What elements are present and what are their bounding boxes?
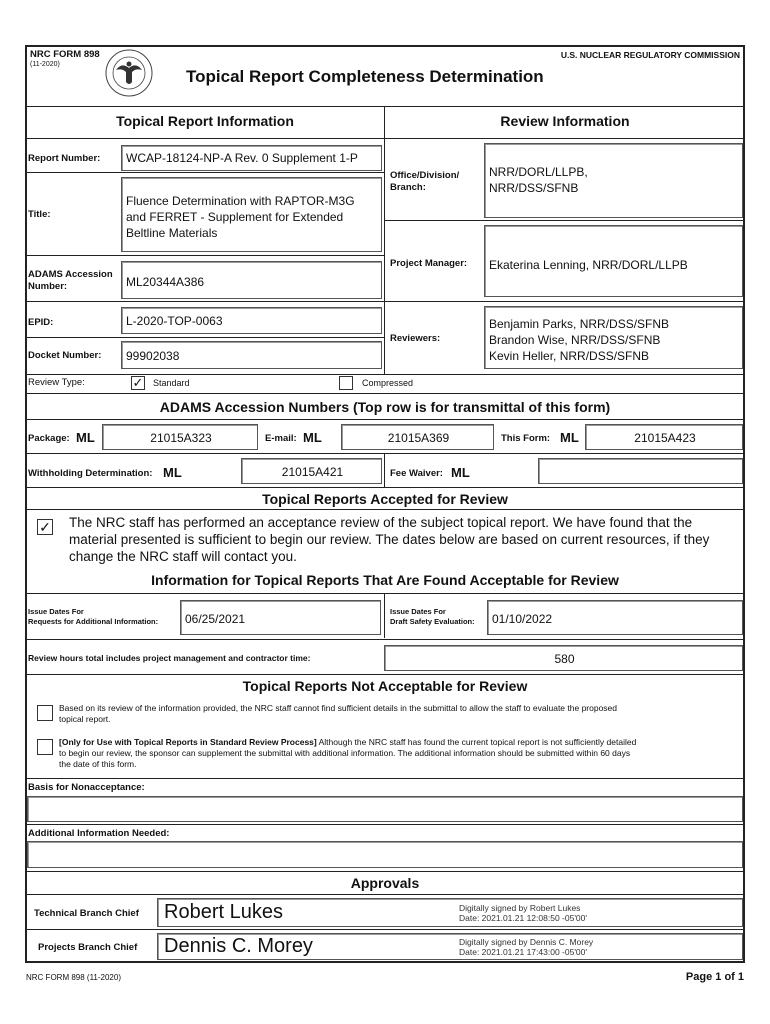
divider — [26, 138, 744, 139]
docket-label: Docket Number: — [28, 350, 102, 361]
addl-field[interactable] — [27, 841, 743, 868]
email-value: 21015A369 — [387, 431, 450, 445]
thisform-value: 21015A423 — [634, 431, 696, 445]
divider — [26, 255, 384, 256]
section-not-acceptable: Topical Reports Not Acceptable for Review — [242, 678, 528, 694]
divider — [26, 301, 384, 302]
section-acceptable-info: Information for Topical Reports That Are Found Acceptable for Review — [151, 572, 619, 588]
report-number-field[interactable] — [121, 145, 382, 171]
reviewers-value: Benjamin Parks, NRR/DSS/SFNB Brandon Wise, NRR/DSS/SFNB Kevin Heller, NRR/DSS/SFNB — [489, 317, 670, 363]
rai-value: 06/25/2021 — [185, 612, 246, 626]
not-acceptable-opt1-checkbox[interactable] — [37, 705, 53, 721]
tech-signature-note: Digitally signed by Robert Lukes Date: 2021.01.21 12:08:50 -05'00' — [459, 903, 588, 923]
adams-label: ADAMS Accession Number: — [28, 269, 113, 292]
proj-signature-note: Digitally signed by Dennis C. Morey Date: 2021.01.21 17:43:00 -05'00' — [459, 937, 594, 957]
divider — [26, 337, 384, 338]
proj-signature-field[interactable] — [157, 933, 743, 960]
divider — [384, 453, 385, 487]
accepted-text: The NRC staff has performed an acceptance review of the subject topical report. We have found that the material presented is sufficient to begin our review. The dates below are based on current resources, if they change the NRC staff will contact you. — [69, 515, 710, 564]
adams-value: ML20344A386 — [126, 275, 205, 289]
rai-label: Issue Dates For Requests for Additional Information: — [28, 607, 159, 626]
compressed-label: Compressed — [362, 378, 414, 388]
package-label: Package: — [28, 433, 70, 444]
hours-value: 580 — [554, 652, 575, 666]
section-accepted: Topical Reports Accepted for Review — [262, 491, 508, 507]
title-field[interactable] — [121, 177, 382, 252]
hours-label: Review hours total includes project management and contractor time: — [28, 653, 311, 663]
basis-label: Basis for Nonacceptance: — [28, 782, 145, 793]
tech-chief-label: Technical Branch Chief — [34, 908, 139, 919]
fee-ml: ML — [451, 465, 470, 480]
proj-chief-label: Projects Branch Chief — [38, 942, 138, 953]
standard-label: Standard — [153, 378, 190, 388]
divider — [384, 220, 744, 221]
report-number-label: Report Number: — [28, 153, 101, 164]
dse-field[interactable] — [487, 600, 743, 635]
divider — [26, 509, 744, 510]
form-number: NRC FORM 898 — [30, 49, 100, 60]
dse-label: Issue Dates For Draft Safety Evaluation: — [390, 607, 475, 626]
review-type-label: Review Type: — [28, 377, 85, 388]
thisform-label: This Form: — [501, 433, 551, 444]
divider — [26, 674, 744, 675]
rai-field[interactable] — [180, 600, 381, 635]
pm-value: Ekaterina Lenning, NRR/DORL/LLPB — [489, 258, 688, 272]
divider — [26, 894, 744, 895]
not-acceptable-opt1-text: Based on its review of the information provided, the NRC staff cannot find sufficient details in the submittal to allow the staff to evaluate the proposed topical report. — [59, 703, 618, 724]
proj-signature-name: Dennis C. Morey — [164, 935, 313, 957]
page-number: Page 1 of 1 — [685, 971, 744, 983]
tech-signature-field[interactable] — [157, 898, 743, 927]
withholding-label: Withholding Determination: — [28, 468, 153, 479]
divider — [26, 593, 744, 594]
not-acceptable-opt2-checkbox[interactable] — [37, 739, 53, 755]
email-label: E-mail: — [265, 433, 297, 444]
standard-checkbox[interactable]: ✓ — [132, 375, 144, 390]
page-title: Topical Report Completeness Determination — [186, 67, 544, 86]
opt2-bold: [Only for Use with Topical Reports in Standard Review Process] — [59, 737, 317, 747]
reviewers-label: Reviewers: — [390, 333, 441, 344]
compressed-checkbox[interactable] — [339, 376, 353, 390]
thisform-ml: ML — [560, 430, 579, 445]
epid-field[interactable] — [121, 307, 382, 334]
email-ml: ML — [303, 430, 322, 445]
accepted-checkbox[interactable]: ✓ — [37, 519, 53, 535]
divider — [384, 593, 385, 638]
withholding-value: 21015A421 — [281, 465, 344, 479]
divider — [26, 929, 744, 930]
divider — [26, 106, 744, 107]
divider — [26, 453, 744, 454]
section-adams: ADAMS Accession Numbers (Top row is for transmittal of this form) — [159, 399, 611, 415]
office-label: Office/Division/ Branch: — [390, 170, 460, 193]
reviewers-field[interactable] — [484, 306, 743, 369]
divider — [26, 778, 744, 779]
divider — [26, 824, 744, 825]
package-value: 21015A323 — [150, 431, 212, 445]
office-value: NRR/DORL/LLPB, NRR/DSS/SFNB — [489, 165, 588, 195]
package-ml: ML — [76, 430, 95, 445]
email-field[interactable] — [341, 424, 494, 450]
form-date: (11-2020) — [30, 61, 60, 68]
title-label: Title: — [28, 209, 51, 220]
epid-value: L-2020-TOP-0063 — [126, 314, 223, 328]
pm-field[interactable] — [484, 225, 743, 297]
divider — [26, 487, 744, 488]
hours-field[interactable] — [384, 645, 743, 671]
divider — [26, 639, 744, 640]
fee-label: Fee Waiver: — [390, 468, 443, 479]
fee-field[interactable] — [538, 458, 743, 484]
docket-value: 99902038 — [126, 349, 180, 363]
tech-signature-name: Robert Lukes — [164, 901, 283, 923]
office-field[interactable] — [484, 143, 743, 218]
section-approvals: Approvals — [350, 875, 420, 891]
adams-field[interactable] — [121, 261, 382, 299]
opt2-rest: Although the NRC staff has found the current topical report is not sufficiently detailed to begin our review, the sponsor can supplement the submittal with additional information. The additional information should be submitted within 60 days the date of this form. — [59, 737, 637, 769]
not-acceptable-opt2-text — [59, 737, 745, 770]
title-value: Fluence Determination with RAPTOR-M3G and FERRET - Supplement for Extended Beltline Materials — [126, 194, 355, 240]
pm-label: Project Manager: — [390, 258, 468, 269]
thisform-field[interactable] — [585, 424, 743, 450]
divider — [384, 106, 385, 374]
divider — [26, 393, 744, 394]
addl-label: Additional Information Needed: — [28, 828, 170, 839]
agency-name: U.S. NUCLEAR REGULATORY COMMISSION — [560, 50, 740, 60]
package-field[interactable] — [102, 424, 258, 450]
section-report-info: Topical Report Information — [116, 113, 294, 129]
divider — [26, 419, 744, 420]
section-review-info: Review Information — [500, 113, 630, 129]
withholding-ml: ML — [163, 465, 182, 480]
basis-field[interactable] — [27, 796, 743, 822]
divider — [26, 871, 744, 872]
divider — [26, 172, 384, 173]
docket-field[interactable] — [121, 341, 382, 369]
epid-label: EPID: — [28, 317, 54, 328]
nrc-seal — [104, 48, 154, 98]
divider — [384, 301, 744, 302]
dse-value: 01/10/2022 — [492, 612, 553, 626]
report-number-value: WCAP-18124-NP-A Rev. 0 Supplement 1-P — [126, 151, 358, 165]
footer-form-number: NRC FORM 898 (11-2020) — [26, 973, 121, 982]
withholding-field[interactable] — [241, 458, 382, 484]
